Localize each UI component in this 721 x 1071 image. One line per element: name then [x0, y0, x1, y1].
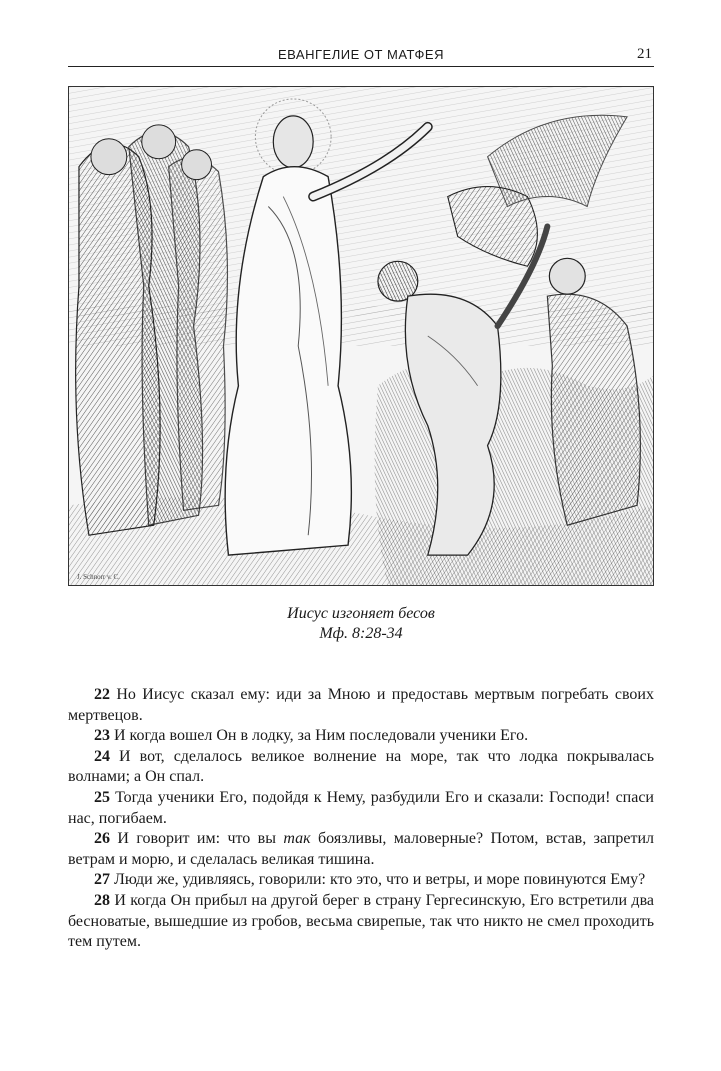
verse-text: И вот, сделалось великое волнение на море, так что лодка покрывалась волнами; а Он спал.: [68, 747, 655, 786]
verse-text-before: И говорит им: что вы: [117, 830, 276, 848]
page-number: 21: [637, 46, 652, 62]
verse: [68, 788, 654, 829]
engraving-artwork: [69, 87, 653, 585]
verse-number: 28: [94, 891, 110, 909]
verse-number: 27: [94, 871, 110, 889]
verse: [68, 870, 654, 891]
verse-text: И когда вошел Он в лодку, за Ним последовали ученики Его.: [114, 727, 529, 745]
verse: [68, 726, 654, 747]
disciples-figures: [76, 125, 228, 535]
verse: [68, 685, 654, 726]
verse-text-italic: так: [283, 830, 311, 848]
verse-text: Но Иисус сказал ему: иди за Мною и предоставь мертвым погребать своих мертвецов.: [68, 686, 654, 724]
verse-text: И когда Он прибыл на другой берег в страну Гергесинскую, Его встретили два бесноватые, вышедшие из гробов, весьма свирепые, так что никто не смел проходить тем путем.: [68, 891, 655, 951]
verse: [68, 829, 654, 870]
verse-number: 25: [94, 788, 110, 806]
verse: [68, 891, 654, 953]
verse-number: 23: [94, 727, 110, 745]
caption-reference: Мф. 8:28-34: [319, 625, 403, 642]
verse: [68, 747, 654, 788]
verse-text: Тогда ученики Его, подойдя к Нему, разбудили Его и сказали: Господи! спаси нас, погибаем.: [68, 788, 654, 827]
verse-number: 24: [94, 747, 110, 765]
scripture-text: [68, 685, 654, 953]
caption-title: Иисус изгоняет бесов: [287, 605, 435, 622]
engraving-illustration: [68, 86, 654, 586]
running-head: [68, 44, 654, 67]
verse-text-after: боязливы, маловерные? Потом, встав, запретил ветрам и морю, и сделалась великая тишина.: [68, 830, 655, 868]
illustration-caption: [68, 604, 654, 644]
verse-text: Люди же, удивляясь, говорили: кто это, что и ветры, и море повинуются Ему?: [114, 871, 646, 889]
verse-number: 22: [94, 686, 110, 703]
engraver-signature: J. Schnorr v. C.: [76, 573, 120, 582]
running-title: ЕВАНГЕЛИЕ ОТ МАТФЕЯ: [278, 47, 444, 62]
verse-number: 26: [94, 830, 110, 848]
